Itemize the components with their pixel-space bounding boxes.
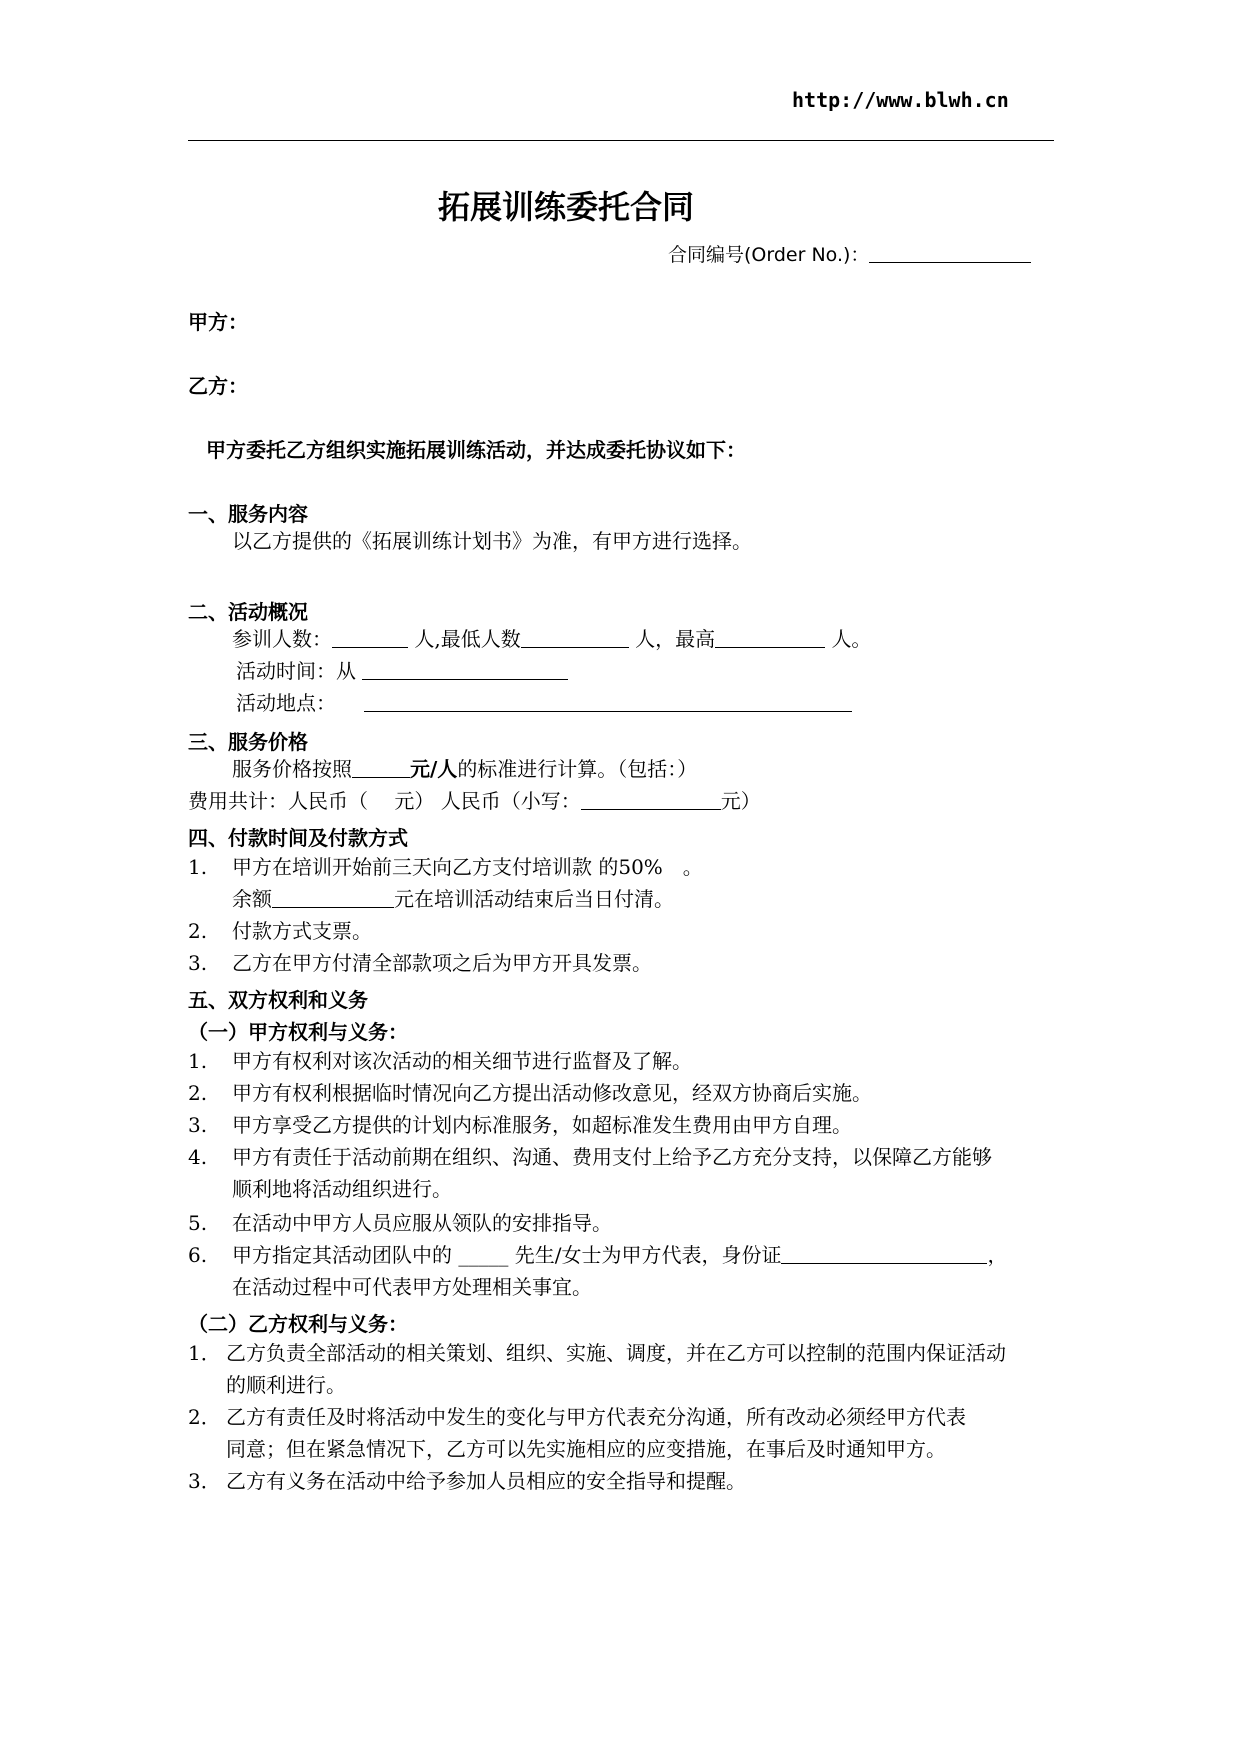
item-text: 甲方有权利对该次活动的相关细节进行监督及了解。: [232, 1049, 692, 1073]
order-number-blank: [869, 244, 1031, 263]
payment-item-balance: [232, 886, 674, 912]
item-number: 6.: [188, 1243, 208, 1267]
balance-suffix: 元在培训活动结束后当日付清。: [394, 887, 674, 911]
item-number: 1.: [188, 1049, 208, 1073]
party-b-item-3: [188, 1468, 746, 1494]
balance-blank: [272, 889, 394, 908]
party-b-item-2-continued: 同意；但在紧急情况下，乙方可以先实施相应的应变措施，在事后及时通知甲方。: [226, 1437, 946, 1461]
item-text: 乙方在甲方付清全部款项之后为甲方开具发票。: [232, 951, 652, 975]
total-fee-prefix: 费用共计：人民币（ 元） 人民币（小写：: [188, 789, 581, 813]
item-number: 2.: [188, 1081, 208, 1105]
item-number: 2.: [188, 919, 208, 943]
price-prefix: 服务价格按照: [232, 757, 352, 781]
party-a-item-3: [188, 1112, 852, 1138]
activity-place-label: 活动地点：: [236, 691, 336, 715]
service-price-line: [232, 756, 697, 782]
party-b-rights-heading: （二）乙方权利与义务：: [188, 1312, 408, 1336]
max-count-label: 人，最高: [635, 627, 716, 651]
party-b-item-2: [188, 1404, 966, 1430]
item-number: 3.: [188, 951, 208, 975]
payment-item-1: [188, 854, 703, 880]
item-text: 乙方有义务在活动中给予参加人员相应的安全指导和提醒。: [226, 1469, 746, 1493]
party-a-label: 甲方：: [188, 310, 248, 334]
intro-text: 甲方委托乙方组织实施拓展训练活动，并达成委托协议如下：: [206, 438, 746, 462]
id-number-blank: [781, 1245, 987, 1264]
max-count-blank: [715, 629, 825, 648]
total-fee-blank: [581, 791, 721, 810]
activity-place-blank: [364, 693, 852, 712]
party-a-item-6-continued: 在活动过程中可代表甲方处理相关事宜。: [232, 1275, 592, 1299]
min-count-label: 人,最低人数: [414, 627, 521, 651]
section-2-heading: 二、活动概况: [188, 600, 308, 624]
price-unit: 元/人: [410, 757, 458, 781]
participant-count-line: [232, 626, 871, 652]
item-number: 1．: [188, 1341, 221, 1365]
activity-time-label: 活动时间：从: [236, 659, 356, 683]
header-url: http://www.blwh.cn: [792, 88, 1009, 112]
item-number: 4.: [188, 1145, 208, 1169]
header-divider: [188, 140, 1054, 141]
count-end-label: 人。: [831, 627, 872, 651]
page-title: 拓展训练委托合同: [438, 188, 695, 226]
item-text: 乙方有责任及时将活动中发生的变化与甲方代表充分沟通，所有改动必须经甲方代表: [226, 1405, 966, 1429]
section-1-heading: 一、服务内容: [188, 502, 308, 526]
item-number: 5.: [188, 1211, 208, 1235]
item-text: 甲方有责任于活动前期在组织、沟通、费用支付上给予乙方充分支持，以保障乙方能够: [232, 1145, 992, 1169]
item-text: 甲方享受乙方提供的计划内标准服务，如超标准发生费用由甲方自理。: [232, 1113, 852, 1137]
activity-time-blank: [362, 661, 568, 680]
participant-count-blank: [332, 629, 408, 648]
party-a-item-4: [188, 1144, 992, 1170]
item-text: 付款方式支票。: [232, 919, 372, 943]
item-text: 在活动中甲方人员应服从领队的安排指导。: [232, 1211, 612, 1235]
party-b-label: 乙方：: [188, 374, 248, 398]
section-4-heading: 四、付款时间及付款方式: [188, 826, 408, 850]
order-number-line: [668, 240, 1031, 267]
party-a-item-5: [188, 1210, 612, 1236]
party-a-item-4-continued: 顺利地将活动组织进行。: [232, 1177, 452, 1201]
party-b-item-1-continued: 的顺利进行。: [226, 1373, 346, 1397]
min-count-blank: [521, 629, 629, 648]
item-text: 甲方在培训开始前三天向乙方支付培训款 的50% 。: [232, 855, 703, 879]
party-b-item-1: [188, 1340, 1006, 1366]
party-a-item-2: [188, 1080, 872, 1106]
total-fee-suffix: 元）: [720, 789, 761, 813]
party-a-item-6: [188, 1242, 1007, 1268]
participant-count-label: 参训人数：: [232, 627, 332, 651]
activity-place-line: [236, 690, 852, 716]
payment-item-3: [188, 950, 652, 976]
price-suffix: 的标准进行计算。（包括：）: [457, 757, 698, 781]
price-blank: [352, 759, 410, 778]
order-number-label: 合同编号(Order No.)：: [668, 244, 870, 266]
balance-prefix: 余额: [232, 887, 272, 911]
item-number: 3.: [188, 1113, 208, 1137]
party-a-rights-heading: （一）甲方权利与义务：: [188, 1020, 408, 1044]
total-fee-line: [188, 788, 761, 814]
representative-text: 甲方指定其活动团队中的 _____ 先生/女士为甲方代表，身份证: [232, 1243, 782, 1267]
item-number: 2．: [188, 1405, 221, 1429]
section-1-text: 以乙方提供的《拓展训练计划书》为准，有甲方进行选择。: [232, 529, 752, 553]
payment-item-2: [188, 918, 372, 944]
party-a-item-1: [188, 1048, 692, 1074]
item-text: 甲方有权利根据临时情况向乙方提出活动修改意见，经双方协商后实施。: [232, 1081, 872, 1105]
item-text: 乙方负责全部活动的相关策划、组织、实施、调度，并在乙方可以控制的范围内保证活动: [226, 1341, 1006, 1365]
item-number: 1.: [188, 855, 208, 879]
activity-time-line: [236, 658, 568, 684]
section-5-heading: 五、双方权利和义务: [188, 988, 368, 1012]
section-3-heading: 三、服务价格: [188, 730, 308, 754]
item-number: 3．: [188, 1469, 221, 1493]
item-text-end: ，: [987, 1243, 1008, 1267]
